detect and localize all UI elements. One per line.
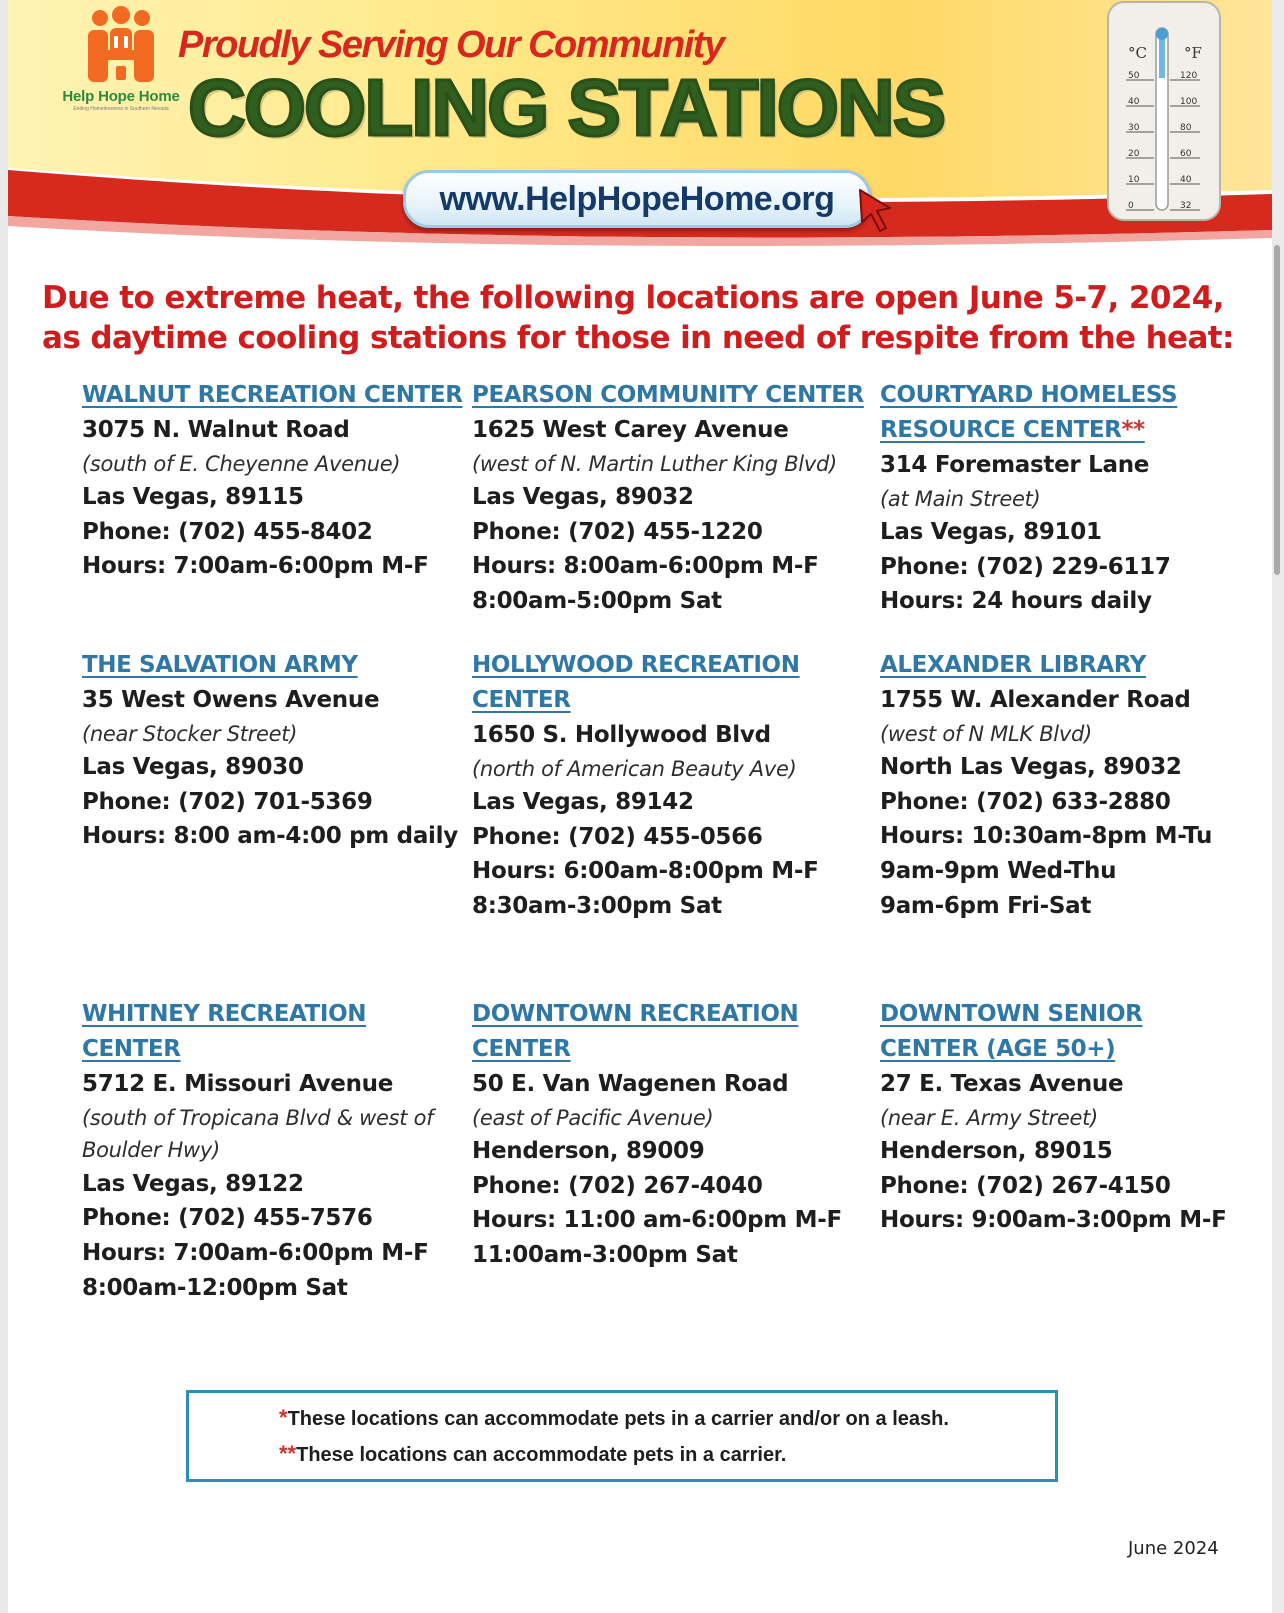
- location-city: Las Vegas, 89122: [82, 1170, 304, 1197]
- fahrenheit-tick-label: 120: [1180, 71, 1198, 81]
- location-city: North Las Vegas, 89032: [880, 754, 1182, 781]
- pet-note-text: These locations can accommodate pets in a carrier and/or on a leash.: [287, 1408, 949, 1430]
- location-phone: Phone: (702) 229-6117: [880, 553, 1171, 580]
- location-name-link[interactable]: ALEXANDER LIBRARY: [880, 652, 1147, 678]
- location-address: 1755 W. Alexander Road: [880, 687, 1191, 713]
- location-card-hollywood: [472, 648, 892, 924]
- fahrenheit-tick-label: 32: [1180, 201, 1192, 211]
- location-card-courtyard: [880, 378, 1260, 619]
- location-phone: Phone: (702) 455-1220: [472, 518, 763, 545]
- pet-marker: **: [1121, 417, 1145, 443]
- celsius-tick-label: 20: [1128, 149, 1140, 159]
- location-phone: Phone: (702) 633-2880: [880, 788, 1171, 815]
- location-name-text: RESOURCE CENTER: [880, 417, 1122, 443]
- location-directions-note: (west of N MLK Blvd): [880, 721, 1092, 746]
- location-card-downtown-senior: [880, 997, 1260, 1238]
- location-address: 50 E. Van Wagenen Road: [472, 1071, 789, 1097]
- location-hours: Hours: 10:30am-8pm M-Tu: [880, 823, 1213, 850]
- pet-marker: *: [279, 1405, 288, 1430]
- location-name-link-line2[interactable]: [880, 413, 1260, 448]
- help-hope-home-logo: [56, 6, 186, 131]
- location-address: 314 Foremaster Lane: [880, 452, 1150, 478]
- location-address: 3075 N. Walnut Road: [82, 417, 350, 443]
- location-name-link[interactable]: WHITNEY RECREATION CENTER: [82, 1001, 367, 1062]
- pet-policy-box: [186, 1390, 1058, 1482]
- location-address: 27 E. Texas Avenue: [880, 1071, 1124, 1097]
- location-name-link-line2[interactable]: CENTER (AGE 50+): [880, 1036, 1116, 1062]
- header-banner: [8, 0, 1272, 250]
- fahrenheit-tick-label: 60: [1180, 149, 1192, 159]
- location-phone: Phone: (702) 267-4150: [880, 1172, 1171, 1199]
- pet-note-text: These locations can accommodate pets in a carrier.: [296, 1444, 787, 1466]
- location-name-link[interactable]: THE SALVATION ARMY: [82, 652, 358, 678]
- location-name-link[interactable]: DOWNTOWN SENIOR: [880, 1001, 1143, 1027]
- location-directions-note: Boulder Hwy): [82, 1138, 220, 1163]
- fahrenheit-label: °F: [1184, 44, 1202, 62]
- celsius-tick-label: 0: [1128, 201, 1134, 211]
- location-phone: Phone: (702) 701-5369: [82, 788, 373, 815]
- location-hours: Hours: 24 hours daily: [880, 588, 1152, 615]
- fahrenheit-tick-label: 80: [1180, 123, 1192, 133]
- location-card-downtown-recreation: [472, 997, 892, 1273]
- location-directions-note: (near Stocker Street): [82, 721, 298, 746]
- header-tagline: Proudly Serving Our Community: [178, 24, 724, 66]
- intro-line-2: as daytime cooling stations for those in need of respite from the heat:: [42, 320, 1234, 356]
- location-name-link-line2[interactable]: CENTER: [472, 687, 571, 713]
- location-phone: Phone: (702) 455-0566: [472, 823, 763, 850]
- location-directions-note: (near E. Army Street): [880, 1105, 1098, 1130]
- footer-date: June 2024: [1128, 1538, 1219, 1559]
- fahrenheit-tick-label: 100: [1180, 97, 1198, 107]
- celsius-label: °C: [1128, 44, 1147, 62]
- location-hours: Hours: 8:00 am-4:00 pm daily: [82, 823, 458, 850]
- page-title: COOLING STATIONS: [188, 63, 945, 152]
- location-hours: 11:00am-3:00pm Sat: [472, 1241, 738, 1268]
- cursor-arrow-icon: [856, 186, 896, 232]
- location-card-whitney: [82, 997, 472, 1305]
- location-directions-note: (south of E. Cheyenne Avenue): [82, 451, 401, 476]
- location-hours: 8:00am-12:00pm Sat: [82, 1274, 348, 1301]
- pet-note-single: [279, 1405, 949, 1431]
- location-directions-note: (south of Tropicana Blvd & west of: [82, 1105, 434, 1130]
- location-phone: Phone: (702) 455-8402: [82, 518, 373, 545]
- location-name-link[interactable]: PEARSON COMMUNITY CENTER: [472, 382, 864, 408]
- location-directions-note: (west of N. Martin Luther King Blvd): [472, 451, 837, 476]
- logo-name: Help Hope Home: [62, 88, 180, 105]
- location-name-link[interactable]: COURTYARD HOMELESS: [880, 382, 1178, 408]
- location-hours: 8:30am-3:00pm Sat: [472, 892, 722, 919]
- celsius-tick-label: 50: [1128, 71, 1140, 81]
- location-address: 35 West Owens Avenue: [82, 687, 380, 713]
- location-hours: 8:00am-5:00pm Sat: [472, 587, 722, 614]
- celsius-tick-label: 10: [1128, 175, 1140, 185]
- logo-tagline: Ending Homelessness in Southern Nevada: [73, 106, 169, 112]
- intro-line-1: Due to extreme heat, the following locations are open June 5-7, 2024,: [42, 280, 1224, 316]
- scrollbar-thumb[interactable]: [1274, 245, 1280, 575]
- location-directions-note: (east of Pacific Avenue): [472, 1105, 714, 1130]
- vertical-scrollbar[interactable]: [1272, 0, 1284, 1613]
- location-city: Las Vegas, 89101: [880, 519, 1102, 546]
- location-hours: Hours: 8:00am-6:00pm M-F: [472, 553, 819, 580]
- celsius-tick-label: 40: [1128, 97, 1140, 107]
- location-name-link[interactable]: HOLLYWOOD RECREATION: [472, 652, 800, 678]
- location-card-salvation-army: [82, 648, 502, 854]
- location-address: 1625 West Carey Avenue: [472, 417, 789, 443]
- location-directions-note: (at Main Street): [880, 486, 1041, 511]
- people-logo-icon: [76, 6, 166, 86]
- location-address: 1650 S. Hollywood Blvd: [472, 722, 771, 748]
- location-directions-note: (north of American Beauty Ave): [472, 756, 797, 781]
- location-phone: Phone: (702) 267-4040: [472, 1172, 763, 1199]
- location-city: Las Vegas, 89142: [472, 789, 694, 816]
- location-phone: Phone: (702) 455-7576: [82, 1205, 373, 1232]
- location-hours: 9am-9pm Wed-Thu: [880, 857, 1117, 884]
- location-card-walnut: [82, 378, 502, 584]
- flyer-page: [8, 0, 1272, 1613]
- thermometer-icon: [1100, 0, 1230, 224]
- location-city: Henderson, 89015: [880, 1138, 1113, 1165]
- celsius-tick-label: 30: [1128, 123, 1140, 133]
- location-hours: Hours: 6:00am-8:00pm M-F: [472, 858, 819, 885]
- location-hours: Hours: 7:00am-6:00pm M-F: [82, 1239, 429, 1266]
- location-city: Las Vegas, 89032: [472, 484, 694, 511]
- pet-marker: **: [279, 1441, 297, 1466]
- location-name-link[interactable]: WALNUT RECREATION CENTER: [82, 382, 463, 408]
- location-hours: Hours: 11:00 am-6:00pm M-F: [472, 1207, 842, 1234]
- location-card-pearson: [472, 378, 892, 619]
- fahrenheit-tick-label: 40: [1180, 175, 1192, 185]
- location-city: Las Vegas, 89030: [82, 754, 304, 781]
- website-url-link[interactable]: www.HelpHopeHome.org: [403, 170, 871, 228]
- location-hours: Hours: 9:00am-3:00pm M-F: [880, 1207, 1227, 1234]
- location-name-link[interactable]: DOWNTOWN RECREATION: [472, 1001, 799, 1027]
- location-card-alexander-library: [880, 648, 1260, 923]
- intro-message: [42, 278, 1252, 358]
- location-hours: Hours: 7:00am-6:00pm M-F: [82, 553, 429, 580]
- pet-note-double: [279, 1441, 786, 1467]
- location-hours: 9am-6pm Fri-Sat: [880, 892, 1092, 919]
- location-address: 5712 E. Missouri Avenue: [82, 1071, 394, 1097]
- location-city: Las Vegas, 89115: [82, 484, 304, 511]
- location-city: Henderson, 89009: [472, 1138, 705, 1165]
- location-name-link-line2[interactable]: CENTER: [472, 1036, 571, 1062]
